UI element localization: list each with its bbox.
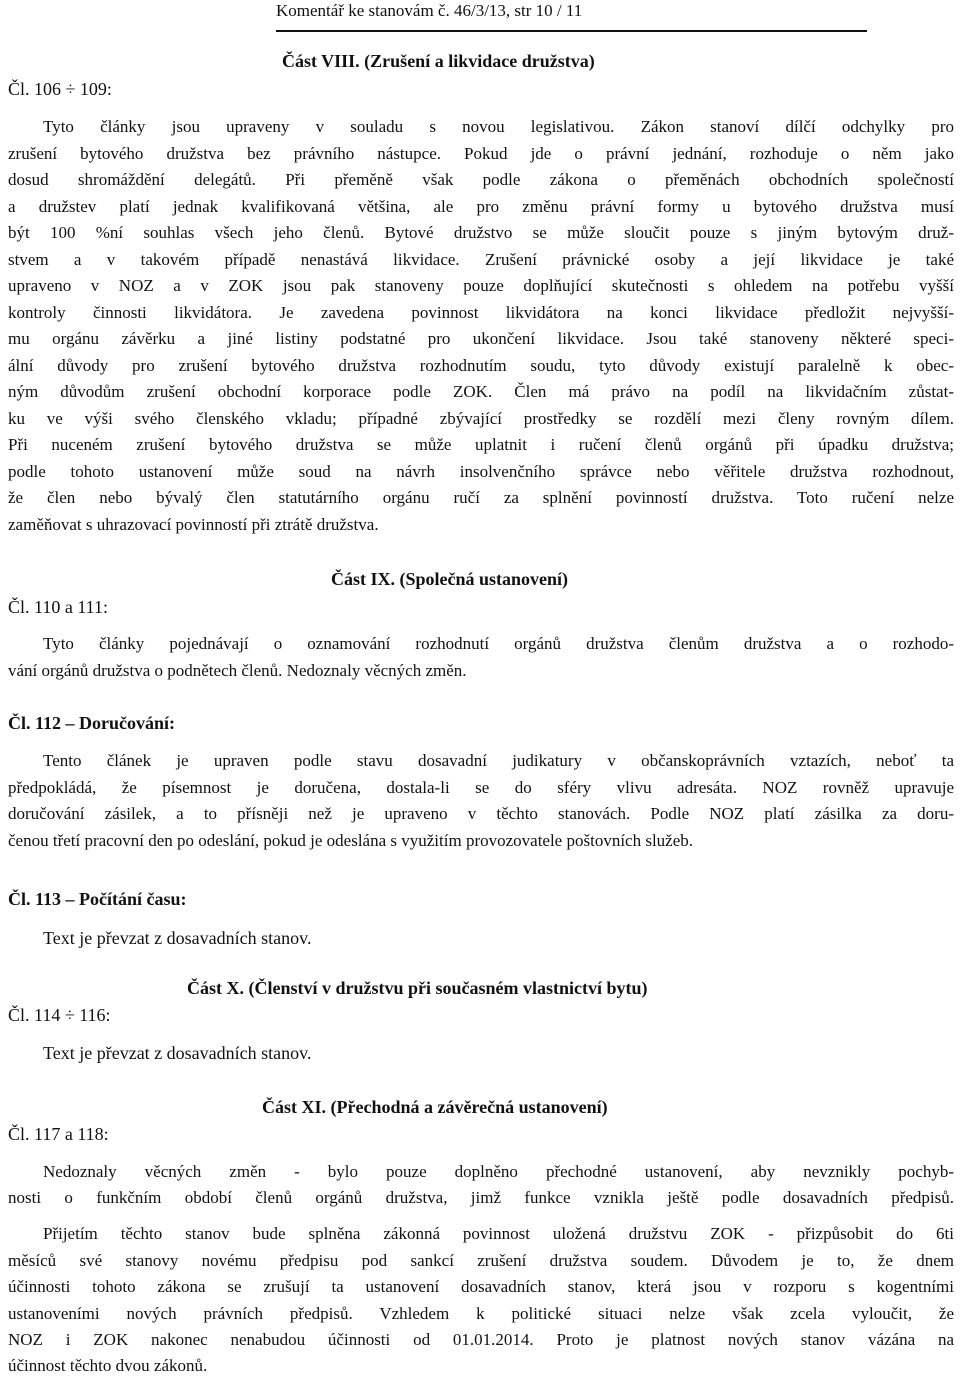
part-9-title: Část IX. (Společná ustanovení) [331,569,569,589]
text-line: měsíců své stanovy novému předpisu pod sankcí zrušení družstva soudem. Důvodem je to, že dnem [8,1251,954,1270]
text-line: dosud shromáždění delegátů. Při přeměně však podle zákona o přeměnách obchodních společností [8,170,954,189]
text-line: upraveno v NOZ a v ZOK jsou pak stanoveny pouze doplňující skutečnosti s ohledem na potřebu vyšší [8,276,954,295]
text-line: účinnosti tohoto zákona se zrušují ta ustanovení dosavadních stanov, která jsou v rozporu s kogentními [8,1277,954,1296]
text-line: nosti o funkčním období členů orgánů družstva, jimž funkce vznikla ještě podle dosavadních předpisů. [8,1188,954,1207]
text-line: být 100 %ní souhlas všech jeho členů. Bytové družstvo se může sloučit pouze s jiným bytovým druž- [8,223,954,242]
article-117-118-label: Čl. 117 a 118: [8,1124,109,1144]
text-line: zrušení bytového družstva bez právního nástupce. Pokud jde o právní jednání, rozhoduje o něm jako [8,144,954,163]
text-line: podle tohoto ustanovení může soud na návrh insolvenčního správce nebo věřitele družstva rozhodnout, [8,462,954,481]
text-line: ným důvodům zrušení obchodní korporace podle ZOK. Člen má právo na podíl na likvidačním zůstat- [8,382,954,401]
article-114-116-label: Čl. 114 ÷ 116: [8,1005,111,1025]
text-line: mu orgánu závěrku a jiné listiny podstatné pro ukončení likvidace. Jsou také stanoveny některé speci- [8,329,954,348]
text-line: čenou třetí pracovní den po odeslání, pokud je odeslána s využitím provozovatele poštovních služeb. [8,831,694,850]
text-line: NOZ i ZOK nakonec nenabudou účinnosti od 01.01.2014. Proto je platnost nových stanov vázána na [8,1330,954,1349]
part-8-title: Část VIII. (Zrušení a likvidace družstva) [282,51,595,71]
text-line: doručování zásilek, a to přísněji než je upraveno v těchto stanovách. Podle NOZ platí zásilka za doru- [8,804,954,823]
part-10-title: Část X. (Členství v družstvu při současném vlastnictví bytu) [187,978,648,998]
text-line: ální důvody pro zrušení bytového družstva rozhodnutím soudu, tyto důvody existují paralelně k obec- [8,356,954,375]
text-line: ustanoveními nových právních předpisů. Vzhledem k politické situaci nelze však zcela vyloučit, že [8,1304,954,1323]
text-line: stvem a v takovém případě nenastává likvidace. Zrušení právnické osoby a její likvidace je také [8,250,954,269]
text-line: předpokládá, že písemnost je doručena, dostala-li se do sféry vlivu adresáta. NOZ rovněž upravuje [8,778,954,797]
text-line: Přijetím těchto stanov bude splněna zákonná povinnost uložená družstvu ZOK - přizpůsobit do 6ti [43,1224,954,1243]
article-113-label: Čl. 113 – Počítání času: [8,889,187,909]
article-110-111-label: Čl. 110 a 111: [8,597,108,617]
text-line: a družstev platí jednak kvalifikovaná většina, ale pro změnu právní formy u bytového družstva musí [8,197,954,216]
text-line: Text je převzat z dosavadních stanov. [43,1043,312,1063]
text-line: Tento článek je upraven podle stavu dosavadní judikatury v občanskoprávních vztazích, neboť ta [43,751,954,770]
text-line: účinnost těchto dvou zákonů. [8,1356,208,1375]
page-header: Komentář ke stanovám č. 46/3/13, str 10 / 11 [276,1,583,20]
text-line: že člen nebo bývalý člen statutárního orgánu ručí za splnění povinností družstva. Toto ručení nelze [8,488,954,507]
text-line: Text je převzat z dosavadních stanov. [43,928,312,948]
text-line: ku ve výši svého členského vkladu; případné zbývající prostředky se rozdělí mezi členy rovným dílem. [8,409,954,428]
text-line: kontroly činnosti likvidátora. Je zavedena povinnost likvidátora na konci likvidace předložit nejvyšší- [8,303,954,322]
text-line: zaměňovat s uhrazovací povinností při ztrátě družstva. [8,515,379,534]
part-11-title: Část XI. (Přechodná a závěrečná ustanovení) [262,1097,608,1117]
text-line: Při nuceném zrušení bytového družstva se může uplatnit i ručení členů orgánů při úpadku družstva; [8,435,954,454]
article-106-109-label: Čl. 106 ÷ 109: [8,79,112,99]
text-line: Tyto články jsou upraveny v souladu s novou legislativou. Zákon stanoví dílčí odchylky pro [43,117,954,136]
text-line: Tyto články pojednávají o oznamování rozhodnutí orgánů družstva členům družstva a o rozhodo- [43,634,954,653]
header-rule [276,30,867,32]
text-line: vání orgánů družstva o podnětech členů. Nedoznaly věcných změn. [8,661,467,680]
text-line: Nedoznaly věcných změn - bylo pouze doplněno přechodné ustanovení, aby nevznikly pochyb- [43,1162,954,1181]
article-112-label: Čl. 112 – Doručování: [8,713,176,733]
